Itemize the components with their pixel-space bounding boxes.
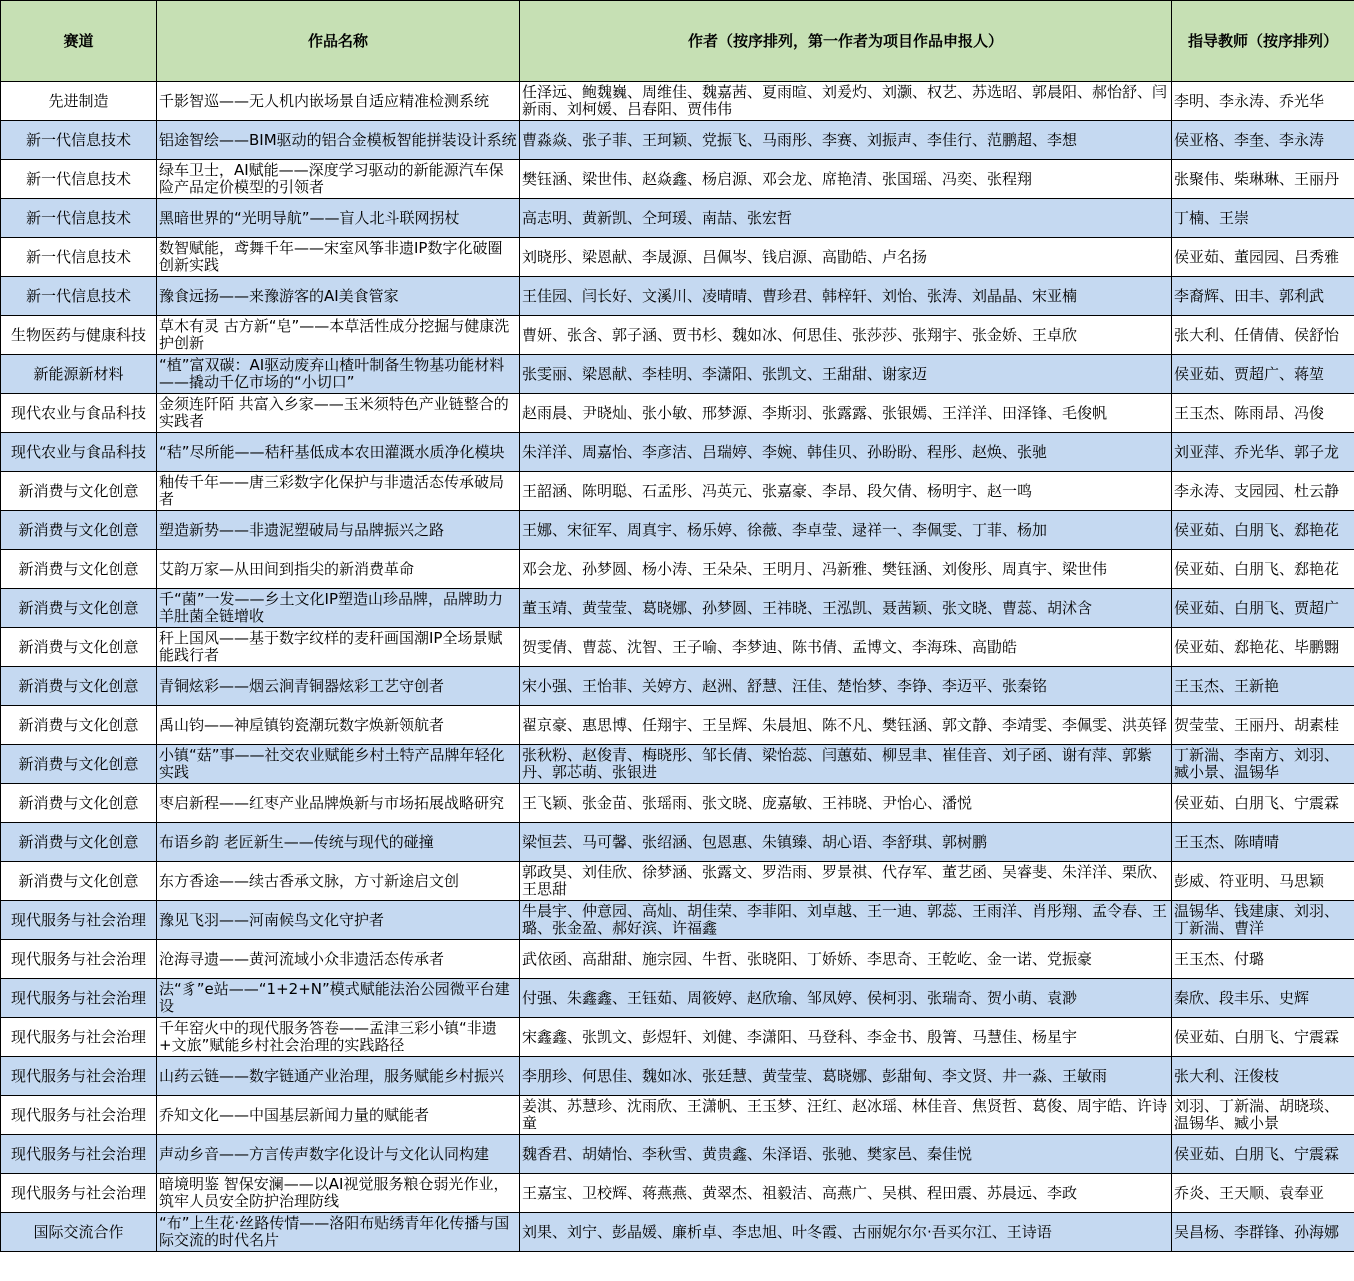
cell-authors: 贺雯倩、曹蕊、沈智、王子喻、李梦迪、陈书倩、孟博文、李海珠、高勖皓 — [520, 628, 1172, 667]
cell-teachers: 王玉杰、付璐 — [1172, 940, 1354, 979]
table-row — [1, 1096, 1354, 1135]
cell-work: 金须连阡陌 共富入乡家——玉米须特色产业链整合的实践者 — [157, 394, 520, 433]
cell-work: 绿车卫士，AI赋能——深度学习驱动的新能源汽车保险产品定价模型的引领者 — [157, 160, 520, 199]
cell-work: “植”富双碳：AI驱动废弃山楂叶制备生物基功能材料——撬动千亿市场的“小切口” — [157, 355, 520, 394]
cell-authors: 赵雨晨、尹晓灿、张小敏、邢梦源、李斯羽、张露露、张银嫣、王洋洋、田泽锋、毛俊帆 — [520, 394, 1172, 433]
cell-teachers: 侯亚茹、白朋飞、贾超广 — [1172, 589, 1354, 628]
header-authors: 作者（按序排列，第一作者为项目作品申报人） — [520, 1, 1172, 82]
cell-track: 生物医药与健康科技 — [1, 316, 157, 355]
table-row — [1, 316, 1354, 355]
cell-work: 豫见飞羽——河南候鸟文化守护者 — [157, 901, 520, 940]
cell-track: 新一代信息技术 — [1, 199, 157, 238]
cell-authors: 梁恒芸、马可馨、张绍涵、包恩惠、朱镇臻、胡心语、李舒琪、郭树鹏 — [520, 823, 1172, 862]
cell-track: 新消费与文化创意 — [1, 823, 157, 862]
cell-work: 枣启新程——红枣产业品牌焕新与市场拓展战略研究 — [157, 784, 520, 823]
table-row — [1, 706, 1354, 745]
cell-track: 新消费与文化创意 — [1, 706, 157, 745]
cell-authors: 李朋珍、何思佳、魏如冰、张廷慧、黄莹莹、葛晓娜、彭甜甸、李文贤、井一淼、王敏雨 — [520, 1057, 1172, 1096]
cell-track: 新能源新材料 — [1, 355, 157, 394]
cell-teachers: 张大利、任倩倩、侯舒怡 — [1172, 316, 1354, 355]
cell-work: 声动乡音——方言传声数字化设计与文化认同构建 — [157, 1135, 520, 1174]
table-row — [1, 784, 1354, 823]
table-row — [1, 355, 1354, 394]
cell-track: 现代农业与食品科技 — [1, 394, 157, 433]
cell-work: “秸”尽所能——秸秆基低成本农田灌溉水质净化模块 — [157, 433, 520, 472]
cell-teachers: 侯亚茹、白朋飞、郄艳花 — [1172, 511, 1354, 550]
table-row — [1, 511, 1354, 550]
cell-teachers: 侯亚格、李奎、李永涛 — [1172, 121, 1354, 160]
cell-teachers: 王玉杰、陈雨昂、冯俊 — [1172, 394, 1354, 433]
table-body — [1, 82, 1354, 1252]
cell-teachers: 张聚伟、柴琳琳、王丽丹 — [1172, 160, 1354, 199]
cell-track: 新消费与文化创意 — [1, 589, 157, 628]
cell-work: 山药云链——数字链通产业治理，服务赋能乡村振兴 — [157, 1057, 520, 1096]
cell-work: 数智赋能，鸢舞千年——宋室风筝非遗IP数字化破圈创新实践 — [157, 238, 520, 277]
table-row — [1, 433, 1354, 472]
cell-teachers: 李明、李永涛、乔光华 — [1172, 82, 1354, 121]
cell-work: 小镇“菇”事——社交农业赋能乡村土特产品牌年轻化实践 — [157, 745, 520, 784]
cell-work: 豫食远扬——来豫游客的AI美食管家 — [157, 277, 520, 316]
header-work: 作品名称 — [157, 1, 520, 82]
cell-authors: 张雯丽、梁恩献、李桂明、李潇阳、张凯文、王甜甜、谢家迈 — [520, 355, 1172, 394]
cell-work: 乔知文化——中国基层新闻力量的赋能者 — [157, 1096, 520, 1135]
table-row — [1, 862, 1354, 901]
cell-work: 黑暗世界的“光明导航”——盲人北斗联网拐杖 — [157, 199, 520, 238]
cell-authors: 张秋粉、赵俊青、梅晓彤、邹长倩、梁怡蕊、闫蕙茹、柳昱聿、崔佳音、刘子函、谢有萍、郭紫丹、郭芯萌、张银进 — [520, 745, 1172, 784]
cell-teachers: 侯亚茹、董园园、吕秀雅 — [1172, 238, 1354, 277]
table-row — [1, 589, 1354, 628]
cell-work: 草木有灵 古方新“皂”——本草活性成分挖掘与健康洗护创新 — [157, 316, 520, 355]
cell-track: 新消费与文化创意 — [1, 667, 157, 706]
table-row — [1, 823, 1354, 862]
cell-track: 现代服务与社会治理 — [1, 1135, 157, 1174]
cell-authors: 刘晓彤、梁恩献、李晟源、吕佩岑、钱启源、高勖皓、卢名扬 — [520, 238, 1172, 277]
cell-teachers: 丁楠、王崇 — [1172, 199, 1354, 238]
cell-track: 国际交流合作 — [1, 1213, 157, 1252]
cell-track: 新一代信息技术 — [1, 160, 157, 199]
cell-track: 现代服务与社会治理 — [1, 901, 157, 940]
table-row — [1, 121, 1354, 160]
cell-work: 千“菌”一发——乡土文化IP塑造山珍品牌，品牌助力羊肚菌全链增收 — [157, 589, 520, 628]
cell-work: 艾韵万家—从田间到指尖的新消费革命 — [157, 550, 520, 589]
cell-work: 千年窑火中的现代服务答卷——孟津三彩小镇“非遗+文旅”赋能乡村社会治理的实践路径 — [157, 1018, 520, 1057]
cell-work: 釉传千年——唐三彩数字化保护与非遗活态传承破局者 — [157, 472, 520, 511]
table-row — [1, 979, 1354, 1018]
table-row — [1, 550, 1354, 589]
cell-teachers: 侯亚茹、白朋飞、郄艳花 — [1172, 550, 1354, 589]
cell-teachers: 彭威、符亚明、马思颖 — [1172, 862, 1354, 901]
cell-work: 千影智巡——无人机内嵌场景自适应精准检测系统 — [157, 82, 520, 121]
cell-work: 铝途智绘——BIM驱动的铝合金模板智能拼装设计系统 — [157, 121, 520, 160]
cell-teachers: 侯亚茹、白朋飞、宁震霖 — [1172, 1018, 1354, 1057]
table-row — [1, 472, 1354, 511]
cell-teachers: 温锡华、钱建康、刘羽、丁新湍、曹洋 — [1172, 901, 1354, 940]
cell-track: 新一代信息技术 — [1, 121, 157, 160]
cell-track: 新一代信息技术 — [1, 238, 157, 277]
cell-authors: 王韶涵、陈明聪、石孟彤、冯英元、张嘉豪、李昂、段欠倩、杨明宇、赵一鸣 — [520, 472, 1172, 511]
cell-work: 塑造新势——非遗泥塑破局与品牌振兴之路 — [157, 511, 520, 550]
cell-authors: 王佳园、闫长好、文溪川、凌晴晴、曹珍君、韩梓轩、刘怡、张涛、刘晶晶、宋亚楠 — [520, 277, 1172, 316]
cell-track: 新消费与文化创意 — [1, 628, 157, 667]
cell-authors: 宋小强、王怡菲、关婷方、赵洲、舒慧、汪佳、楚怡梦、李铮、李迈平、张秦铭 — [520, 667, 1172, 706]
cell-teachers: 刘亚萍、乔光华、郭子龙 — [1172, 433, 1354, 472]
table-row — [1, 394, 1354, 433]
cell-teachers: 李裔辉、田丰、郭利武 — [1172, 277, 1354, 316]
cell-teachers: 张大利、汪俊枝 — [1172, 1057, 1354, 1096]
cell-work: 法“豸”e站——“1+2+N”模式赋能法治公园微平台建设 — [157, 979, 520, 1018]
cell-authors: 曹淼焱、张子菲、王珂颖、党振飞、马雨彤、李赛、刘振声、李佳行、范鹏超、李想 — [520, 121, 1172, 160]
cell-work: 禹山钧——神垕镇钧瓷潮玩数字焕新领航者 — [157, 706, 520, 745]
header-teachers: 指导教师（按序排列） — [1172, 1, 1354, 82]
table-row — [1, 82, 1354, 121]
cell-work: 青铜炫彩——烟云涧青铜器炫彩工艺守创者 — [157, 667, 520, 706]
cell-teachers: 刘羽、丁新湍、胡晓琰、温锡华、臧小景 — [1172, 1096, 1354, 1135]
table-row — [1, 1135, 1354, 1174]
cell-teachers: 侯亚茹、贾超广、蒋堃 — [1172, 355, 1354, 394]
cell-authors: 任泽远、鲍魏巍、周维佳、魏嘉茜、夏雨暄、刘爰灼、刘灏、权艺、苏选昭、郭晨阳、郝怡舒、闫新雨、刘柯媛、吕春阳、贾伟伟 — [520, 82, 1172, 121]
header-track: 赛道 — [1, 1, 157, 82]
cell-work: 东方香途——续古香承文脉，方寸新途启文创 — [157, 862, 520, 901]
cell-teachers: 侯亚茹、白朋飞、宁震霖 — [1172, 784, 1354, 823]
cell-track: 现代服务与社会治理 — [1, 979, 157, 1018]
header-row — [1, 1, 1354, 82]
cell-track: 先进制造 — [1, 82, 157, 121]
cell-authors: 樊钰涵、梁世伟、赵焱鑫、杨启源、邓会龙、席艳清、张国瑶、冯奕、张程翔 — [520, 160, 1172, 199]
table-row — [1, 160, 1354, 199]
cell-teachers: 秦欣、段丰乐、史辉 — [1172, 979, 1354, 1018]
cell-track: 新一代信息技术 — [1, 277, 157, 316]
cell-work: 暗境明鉴 智保安澜——以AI视觉服务粮仓弱光作业，筑牢人员安全防护治理防线 — [157, 1174, 520, 1213]
cell-authors: 刘果、刘宁、彭晶媛、廉析卓、李忠旭、叶冬霞、古丽妮尔尔·吾买尔江、王诗语 — [520, 1213, 1172, 1252]
cell-track: 现代服务与社会治理 — [1, 940, 157, 979]
cell-work: 秆上国风——基于数字纹样的麦秆画国潮IP全场景赋能践行者 — [157, 628, 520, 667]
cell-work: “布”上生花·丝路传情——洛阳布贴绣青年化传播与国际交流的时代名片 — [157, 1213, 520, 1252]
table-row — [1, 1057, 1354, 1096]
cell-teachers: 侯亚茹、郄艳花、毕鹏翾 — [1172, 628, 1354, 667]
cell-teachers: 王玉杰、王新艳 — [1172, 667, 1354, 706]
cell-authors: 王嘉宝、卫校辉、蒋燕燕、黄翠杰、祖毅洁、高燕广、吴棋、程田震、苏晨远、李政 — [520, 1174, 1172, 1213]
cell-authors: 付强、朱鑫鑫、王钰茹、周筱婷、赵欣瑜、邹凤婷、侯柯羽、张瑞奇、贺小萌、袁渺 — [520, 979, 1172, 1018]
cell-track: 新消费与文化创意 — [1, 784, 157, 823]
cell-teachers: 侯亚茹、白朋飞、宁震霖 — [1172, 1135, 1354, 1174]
cell-authors: 魏香君、胡婧怡、李秋雪、黄贵鑫、朱泽语、张驰、樊家邑、秦佳悦 — [520, 1135, 1172, 1174]
cell-track: 新消费与文化创意 — [1, 511, 157, 550]
cell-track: 新消费与文化创意 — [1, 550, 157, 589]
cell-authors: 武依函、高甜甜、施宗园、牛哲、张晓阳、丁娇娇、李思奇、王乾屹、金一诺、党振豪 — [520, 940, 1172, 979]
cell-work: 沧海寻遗——黄河流域小众非遗活态传承者 — [157, 940, 520, 979]
cell-work: 布语乡韵 老匠新生——传统与现代的碰撞 — [157, 823, 520, 862]
table-row — [1, 901, 1354, 940]
cell-teachers: 贺莹莹、王丽丹、胡素桂 — [1172, 706, 1354, 745]
cell-teachers: 丁新湍、李南方、刘羽、臧小景、温锡华 — [1172, 745, 1354, 784]
cell-authors: 王飞颖、张金苗、张瑶雨、张文晓、庞嘉敏、王祎晓、尹怡心、潘悦 — [520, 784, 1172, 823]
cell-track: 现代服务与社会治理 — [1, 1096, 157, 1135]
cell-authors: 曹妍、张含、郭子涵、贾书杉、魏如冰、何思佳、张莎莎、张翔宇、张金娇、王卓欣 — [520, 316, 1172, 355]
cell-track: 新消费与文化创意 — [1, 745, 157, 784]
cell-authors: 宋鑫鑫、张凯文、彭煜轩、刘健、李潇阳、马登科、李金书、殷箐、马慧佳、杨星宇 — [520, 1018, 1172, 1057]
table-row — [1, 628, 1354, 667]
cell-track: 新消费与文化创意 — [1, 862, 157, 901]
cell-authors: 姜淇、苏慧珍、沈雨欣、王潇帆、王玉梦、汪红、赵冰瑶、林佳音、焦贤哲、葛俊、周宇皓、许诗童 — [520, 1096, 1172, 1135]
table-row — [1, 1213, 1354, 1252]
cell-track: 新消费与文化创意 — [1, 472, 157, 511]
cell-teachers: 王玉杰、陈晴晴 — [1172, 823, 1354, 862]
cell-track: 现代服务与社会治理 — [1, 1057, 157, 1096]
table-row — [1, 745, 1354, 784]
cell-teachers: 吴昌杨、李群锋、孙海娜 — [1172, 1213, 1354, 1252]
cell-authors: 朱洋洋、周嘉怡、李彦洁、吕瑞婷、李婉、韩佳贝、孙盼盼、程彤、赵焕、张驰 — [520, 433, 1172, 472]
cell-track: 现代服务与社会治理 — [1, 1174, 157, 1213]
table-row — [1, 277, 1354, 316]
cell-track: 现代服务与社会治理 — [1, 1018, 157, 1057]
cell-authors: 高志明、黄新凯、仝珂瑗、南喆、张宏哲 — [520, 199, 1172, 238]
cell-authors: 董玉靖、黄莹莹、葛晓娜、孙梦圆、王祎晓、王泓凯、聂茜颖、张文晓、曹蕊、胡沭含 — [520, 589, 1172, 628]
cell-authors: 牛晨宇、仲意园、高灿、胡佳荣、李菲阳、刘卓越、王一迪、郭蕊、王雨洋、肖彤翔、孟令春、王璐、张金盈、郝好滨、许福鑫 — [520, 901, 1172, 940]
cell-authors: 邓会龙、孙梦圆、杨小涛、王朵朵、王明月、冯新雅、樊钰涵、刘俊彤、周真宇、梁世伟 — [520, 550, 1172, 589]
table-row — [1, 940, 1354, 979]
table-row — [1, 238, 1354, 277]
table-row — [1, 667, 1354, 706]
table-row — [1, 1018, 1354, 1057]
cell-track: 现代农业与食品科技 — [1, 433, 157, 472]
cell-authors: 王娜、宋征军、周真宇、杨乐婷、徐薇、李卓莹、逯祥一、李佩雯、丁菲、杨加 — [520, 511, 1172, 550]
cell-authors: 郭政昊、刘佳欣、徐梦涵、张露文、罗浩雨、罗景祺、代存军、董艺函、吴睿斐、朱洋洋、栗欣、王思甜 — [520, 862, 1172, 901]
cell-teachers: 乔炎、王天顺、袁奉亚 — [1172, 1174, 1354, 1213]
table-row — [1, 1174, 1354, 1213]
cell-teachers: 李永涛、支园园、杜云静 — [1172, 472, 1354, 511]
table-row — [1, 199, 1354, 238]
cell-authors: 翟京豪、惠思博、任翔宇、王呈辉、朱晨旭、陈不凡、樊钰涵、郭文静、李靖雯、李佩雯、洪英铎 — [520, 706, 1172, 745]
